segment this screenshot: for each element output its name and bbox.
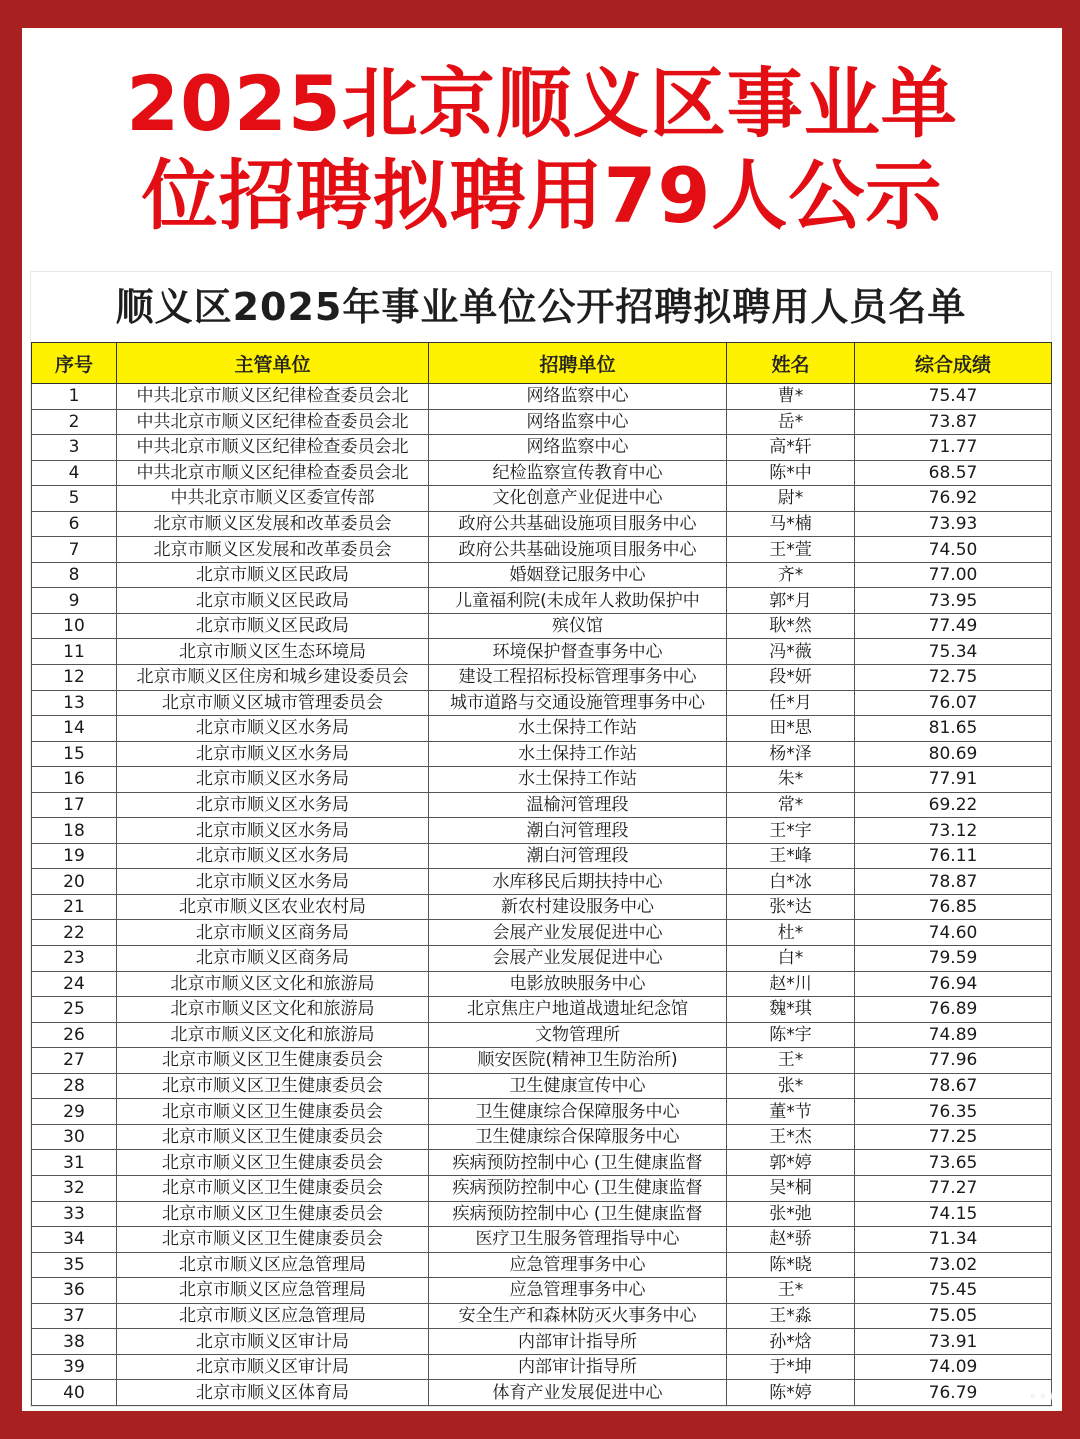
- cell-index: 20: [32, 869, 117, 895]
- cell-hiring-unit: 安全生产和森林防灭火事务中心: [429, 1303, 727, 1329]
- cell-score: 69.22: [855, 792, 1052, 818]
- table-row: [32, 894, 1052, 920]
- cell-hiring-unit: 环境保护督查事务中心: [429, 639, 727, 665]
- cell-hiring-unit: 殡仪馆: [429, 613, 727, 639]
- cell-hiring-unit: 城市道路与交通设施管理事务中心: [429, 690, 727, 716]
- table-row: [32, 741, 1052, 767]
- cell-score: 76.89: [855, 997, 1052, 1023]
- cell-department: 北京市顺义区发展和改革委员会: [117, 537, 429, 563]
- cell-department: 北京市顺义区文化和旅游局: [117, 997, 429, 1023]
- sheet-title: 顺义区2025年事业单位公开招聘拟聘用人员名单: [115, 285, 967, 329]
- cell-hiring-unit: 电影放映服务中心: [429, 971, 727, 997]
- cell-score: 76.07: [855, 690, 1052, 716]
- cell-name: 王*杰: [727, 1124, 855, 1150]
- cell-index: 36: [32, 1278, 117, 1304]
- table-row: [32, 869, 1052, 895]
- cell-index: 39: [32, 1354, 117, 1380]
- cell-index: 12: [32, 665, 117, 691]
- table-row: [32, 537, 1052, 563]
- cell-name: 陈*婷: [727, 1380, 855, 1406]
- table-row: [32, 920, 1052, 946]
- cell-index: 22: [32, 920, 117, 946]
- cell-department: 北京市顺义区商务局: [117, 920, 429, 946]
- cell-department: 北京市顺义区民政局: [117, 613, 429, 639]
- cell-score: 77.49: [855, 613, 1052, 639]
- cell-index: 13: [32, 690, 117, 716]
- cell-department: 北京市顺义区文化和旅游局: [117, 1022, 429, 1048]
- cell-score: 74.15: [855, 1201, 1052, 1227]
- cell-score: 73.95: [855, 588, 1052, 614]
- cell-hiring-unit: 体育产业发展促进中心: [429, 1380, 727, 1406]
- cell-department: 北京市顺义区水务局: [117, 767, 429, 793]
- cell-hiring-unit: 疾病预防控制中心 (卫生健康监督: [429, 1175, 727, 1201]
- cell-department: 北京市顺义区卫生健康委员会: [117, 1099, 429, 1125]
- table-row: [32, 460, 1052, 486]
- poster-card: [22, 28, 1062, 1411]
- cell-score: 74.60: [855, 920, 1052, 946]
- cell-score: 77.27: [855, 1175, 1052, 1201]
- table-row: [32, 1022, 1052, 1048]
- cell-index: 3: [32, 435, 117, 461]
- table-row: [32, 665, 1052, 691]
- cell-department: 北京市顺义区卫生健康委员会: [117, 1048, 429, 1074]
- table-row: [32, 716, 1052, 742]
- watermark-badge: ◦ ◦: [1024, 1388, 1052, 1405]
- table-row: [32, 997, 1052, 1023]
- cell-name: 张*弛: [727, 1201, 855, 1227]
- cell-name: 白*冰: [727, 869, 855, 895]
- cell-index: 38: [32, 1329, 117, 1355]
- cell-department: 中共北京市顺义区纪律检查委员会北: [117, 435, 429, 461]
- cell-name: 于*坤: [727, 1354, 855, 1380]
- cell-name: 王*淼: [727, 1303, 855, 1329]
- table-row: [32, 639, 1052, 665]
- cell-index: 29: [32, 1099, 117, 1125]
- cell-index: 16: [32, 767, 117, 793]
- cell-name: 任*月: [727, 690, 855, 716]
- table-row: [32, 1278, 1052, 1304]
- cell-name: 段*妍: [727, 665, 855, 691]
- cell-index: 35: [32, 1252, 117, 1278]
- cell-department: 北京市顺义区审计局: [117, 1354, 429, 1380]
- cell-hiring-unit: 卫生健康宣传中心: [429, 1073, 727, 1099]
- cell-index: 11: [32, 639, 117, 665]
- cell-score: 68.57: [855, 460, 1052, 486]
- headline-line-2: 位招聘拟聘用79人公示: [141, 151, 943, 240]
- cell-index: 37: [32, 1303, 117, 1329]
- cell-hiring-unit: 应急管理事务中心: [429, 1252, 727, 1278]
- cell-department: 北京市顺义区水务局: [117, 818, 429, 844]
- table-row: [32, 818, 1052, 844]
- cell-department: 北京市顺义区住房和城乡建设委员会: [117, 665, 429, 691]
- cell-name: 郭*月: [727, 588, 855, 614]
- cell-department: 北京市顺义区水务局: [117, 843, 429, 869]
- table-row: [32, 1175, 1052, 1201]
- table-row: [32, 511, 1052, 537]
- cell-department: 中共北京市顺义区委宣传部: [117, 486, 429, 512]
- cell-name: 尉*: [727, 486, 855, 512]
- cell-hiring-unit: 水土保持工作站: [429, 741, 727, 767]
- cell-hiring-unit: 疾病预防控制中心 (卫生健康监督: [429, 1150, 727, 1176]
- cell-index: 10: [32, 613, 117, 639]
- cell-score: 73.93: [855, 511, 1052, 537]
- table-row: [32, 435, 1052, 461]
- cell-hiring-unit: 网络监察中心: [429, 384, 727, 410]
- cell-name: 冯*薇: [727, 639, 855, 665]
- table-row: [32, 409, 1052, 435]
- cell-hiring-unit: 北京焦庄户地道战遗址纪念馆: [429, 997, 727, 1023]
- header-score: 综合成绩: [855, 343, 1052, 384]
- cell-department: 北京市顺义区水务局: [117, 716, 429, 742]
- cell-department: 北京市顺义区水务局: [117, 869, 429, 895]
- cell-hiring-unit: 政府公共基础设施项目服务中心: [429, 511, 727, 537]
- cell-name: 高*轩: [727, 435, 855, 461]
- cell-hiring-unit: 会展产业发展促进中心: [429, 920, 727, 946]
- cell-name: 王*: [727, 1048, 855, 1074]
- cell-score: 74.50: [855, 537, 1052, 563]
- cell-index: 4: [32, 460, 117, 486]
- cell-index: 17: [32, 792, 117, 818]
- cell-score: 81.65: [855, 716, 1052, 742]
- cell-hiring-unit: 潮白河管理段: [429, 818, 727, 844]
- cell-index: 14: [32, 716, 117, 742]
- cell-index: 27: [32, 1048, 117, 1074]
- table-row: [32, 1073, 1052, 1099]
- results-sheet: [30, 271, 1052, 1407]
- cell-department: 北京市顺义区商务局: [117, 946, 429, 972]
- cell-department: 北京市顺义区体育局: [117, 1380, 429, 1406]
- cell-index: 40: [32, 1380, 117, 1406]
- cell-index: 24: [32, 971, 117, 997]
- cell-hiring-unit: 医疗卫生服务管理指导中心: [429, 1227, 727, 1253]
- cell-score: 79.59: [855, 946, 1052, 972]
- cell-name: 耿*然: [727, 613, 855, 639]
- cell-score: 76.79: [855, 1380, 1052, 1406]
- table-row: [32, 690, 1052, 716]
- cell-index: 32: [32, 1175, 117, 1201]
- cell-department: 北京市顺义区文化和旅游局: [117, 971, 429, 997]
- cell-index: 26: [32, 1022, 117, 1048]
- cell-score: 75.05: [855, 1303, 1052, 1329]
- header-hiring-unit: 招聘单位: [429, 343, 727, 384]
- cell-department: 中共北京市顺义区纪律检查委员会北: [117, 384, 429, 410]
- cell-name: 王*萱: [727, 537, 855, 563]
- cell-department: 北京市顺义区卫生健康委员会: [117, 1073, 429, 1099]
- cell-name: 吴*桐: [727, 1175, 855, 1201]
- cell-name: 孙*焓: [727, 1329, 855, 1355]
- cell-name: 马*楠: [727, 511, 855, 537]
- cell-index: 9: [32, 588, 117, 614]
- cell-department: 北京市顺义区水务局: [117, 792, 429, 818]
- cell-department: 北京市顺义区卫生健康委员会: [117, 1227, 429, 1253]
- cell-department: 北京市顺义区应急管理局: [117, 1303, 429, 1329]
- cell-department: 北京市顺义区城市管理委员会: [117, 690, 429, 716]
- table-row: [32, 971, 1052, 997]
- table-row: [32, 1150, 1052, 1176]
- cell-name: 朱*: [727, 767, 855, 793]
- cell-hiring-unit: 文化创意产业促进中心: [429, 486, 727, 512]
- table-row: [32, 792, 1052, 818]
- cell-score: 76.92: [855, 486, 1052, 512]
- cell-name: 赵*骄: [727, 1227, 855, 1253]
- cell-name: 白*: [727, 946, 855, 972]
- cell-index: 25: [32, 997, 117, 1023]
- cell-name: 陈*宇: [727, 1022, 855, 1048]
- cell-name: 常*: [727, 792, 855, 818]
- cell-hiring-unit: 纪检监察宣传教育中心: [429, 460, 727, 486]
- cell-department: 北京市顺义区卫生健康委员会: [117, 1124, 429, 1150]
- cell-department: 北京市顺义区应急管理局: [117, 1278, 429, 1304]
- table-row: [32, 1227, 1052, 1253]
- results-table: [31, 342, 1052, 1406]
- cell-name: 陈*晓: [727, 1252, 855, 1278]
- cell-index: 33: [32, 1201, 117, 1227]
- cell-hiring-unit: 温榆河管理段: [429, 792, 727, 818]
- cell-hiring-unit: 顺安医院(精神卫生防治所): [429, 1048, 727, 1074]
- cell-score: 78.67: [855, 1073, 1052, 1099]
- cell-score: 73.91: [855, 1329, 1052, 1355]
- cell-score: 76.11: [855, 843, 1052, 869]
- table-row: [32, 613, 1052, 639]
- cell-hiring-unit: 网络监察中心: [429, 409, 727, 435]
- table-row: [32, 1380, 1052, 1406]
- cell-department: 北京市顺义区卫生健康委员会: [117, 1175, 429, 1201]
- table-row: [32, 1099, 1052, 1125]
- cell-name: 张*: [727, 1073, 855, 1099]
- cell-score: 73.02: [855, 1252, 1052, 1278]
- cell-hiring-unit: 卫生健康综合保障服务中心: [429, 1124, 727, 1150]
- cell-department: 北京市顺义区民政局: [117, 588, 429, 614]
- table-row: [32, 384, 1052, 410]
- table-row: [32, 1303, 1052, 1329]
- cell-hiring-unit: 水库移民后期扶持中心: [429, 869, 727, 895]
- cell-hiring-unit: 新农村建设服务中心: [429, 894, 727, 920]
- table-row: [32, 946, 1052, 972]
- cell-index: 8: [32, 562, 117, 588]
- table-row: [32, 1124, 1052, 1150]
- cell-score: 77.00: [855, 562, 1052, 588]
- table-header-row: [32, 343, 1052, 384]
- table-row: [32, 588, 1052, 614]
- cell-hiring-unit: 建设工程招标投标管理事务中心: [429, 665, 727, 691]
- cell-score: 75.47: [855, 384, 1052, 410]
- table-row: [32, 1252, 1052, 1278]
- table-row: [32, 1329, 1052, 1355]
- header-name: 姓名: [727, 343, 855, 384]
- cell-name: 陈*中: [727, 460, 855, 486]
- cell-department: 北京市顺义区水务局: [117, 741, 429, 767]
- cell-hiring-unit: 卫生健康综合保障服务中心: [429, 1099, 727, 1125]
- cell-index: 6: [32, 511, 117, 537]
- cell-name: 齐*: [727, 562, 855, 588]
- cell-name: 王*: [727, 1278, 855, 1304]
- cell-index: 23: [32, 946, 117, 972]
- cell-name: 王*宇: [727, 818, 855, 844]
- cell-score: 73.65: [855, 1150, 1052, 1176]
- cell-score: 71.34: [855, 1227, 1052, 1253]
- cell-hiring-unit: 婚姻登记服务中心: [429, 562, 727, 588]
- cell-index: 15: [32, 741, 117, 767]
- cell-score: 74.89: [855, 1022, 1052, 1048]
- cell-score: 76.85: [855, 894, 1052, 920]
- cell-hiring-unit: 儿童福利院(未成年人救助保护中: [429, 588, 727, 614]
- cell-score: 76.94: [855, 971, 1052, 997]
- cell-index: 18: [32, 818, 117, 844]
- cell-score: 73.12: [855, 818, 1052, 844]
- cell-index: 1: [32, 384, 117, 410]
- table-row: [32, 1201, 1052, 1227]
- cell-score: 76.35: [855, 1099, 1052, 1125]
- cell-index: 28: [32, 1073, 117, 1099]
- cell-score: 75.45: [855, 1278, 1052, 1304]
- cell-name: 赵*川: [727, 971, 855, 997]
- cell-name: 董*节: [727, 1099, 855, 1125]
- cell-name: 张*达: [727, 894, 855, 920]
- cell-index: 31: [32, 1150, 117, 1176]
- cell-name: 岳*: [727, 409, 855, 435]
- cell-index: 5: [32, 486, 117, 512]
- cell-index: 34: [32, 1227, 117, 1253]
- table-row: [32, 1048, 1052, 1074]
- cell-department: 北京市顺义区应急管理局: [117, 1252, 429, 1278]
- cell-department: 中共北京市顺义区纪律检查委员会北: [117, 460, 429, 486]
- cell-score: 71.77: [855, 435, 1052, 461]
- cell-score: 73.87: [855, 409, 1052, 435]
- header-department: 主管单位: [117, 343, 429, 384]
- table-row: [32, 486, 1052, 512]
- cell-department: 北京市顺义区发展和改革委员会: [117, 511, 429, 537]
- header-index: 序号: [32, 343, 117, 384]
- cell-hiring-unit: 网络监察中心: [429, 435, 727, 461]
- cell-index: 30: [32, 1124, 117, 1150]
- cell-department: 北京市顺义区农业农村局: [117, 894, 429, 920]
- cell-name: 魏*琪: [727, 997, 855, 1023]
- cell-department: 北京市顺义区民政局: [117, 562, 429, 588]
- cell-hiring-unit: 会展产业发展促进中心: [429, 946, 727, 972]
- cell-name: 曹*: [727, 384, 855, 410]
- cell-hiring-unit: 水土保持工作站: [429, 716, 727, 742]
- table-row: [32, 843, 1052, 869]
- headline-line-1: 2025北京顺义区事业单: [126, 59, 958, 148]
- cell-department: 中共北京市顺义区纪律检查委员会北: [117, 409, 429, 435]
- cell-score: 75.34: [855, 639, 1052, 665]
- cell-hiring-unit: 内部审计指导所: [429, 1329, 727, 1355]
- cell-score: 72.75: [855, 665, 1052, 691]
- cell-name: 郭*婷: [727, 1150, 855, 1176]
- cell-hiring-unit: 应急管理事务中心: [429, 1278, 727, 1304]
- cell-hiring-unit: 文物管理所: [429, 1022, 727, 1048]
- cell-score: 78.87: [855, 869, 1052, 895]
- cell-hiring-unit: 疾病预防控制中心 (卫生健康监督: [429, 1201, 727, 1227]
- cell-index: 19: [32, 843, 117, 869]
- cell-department: 北京市顺义区卫生健康委员会: [117, 1150, 429, 1176]
- cell-index: 21: [32, 894, 117, 920]
- table-row: [32, 767, 1052, 793]
- cell-department: 北京市顺义区审计局: [117, 1329, 429, 1355]
- cell-score: 80.69: [855, 741, 1052, 767]
- cell-name: 王*峰: [727, 843, 855, 869]
- cell-name: 田*思: [727, 716, 855, 742]
- cell-index: 2: [32, 409, 117, 435]
- cell-index: 7: [32, 537, 117, 563]
- cell-score: 74.09: [855, 1354, 1052, 1380]
- cell-score: 77.96: [855, 1048, 1052, 1074]
- cell-department: 北京市顺义区生态环境局: [117, 639, 429, 665]
- cell-department: 北京市顺义区卫生健康委员会: [117, 1201, 429, 1227]
- headline: [22, 58, 1062, 242]
- cell-hiring-unit: 内部审计指导所: [429, 1354, 727, 1380]
- table-row: [32, 1354, 1052, 1380]
- cell-hiring-unit: 潮白河管理段: [429, 843, 727, 869]
- cell-hiring-unit: 水土保持工作站: [429, 767, 727, 793]
- cell-score: 77.25: [855, 1124, 1052, 1150]
- cell-score: 77.91: [855, 767, 1052, 793]
- table-row: [32, 562, 1052, 588]
- cell-hiring-unit: 政府公共基础设施项目服务中心: [429, 537, 727, 563]
- cell-name: 杜*: [727, 920, 855, 946]
- cell-name: 杨*泽: [727, 741, 855, 767]
